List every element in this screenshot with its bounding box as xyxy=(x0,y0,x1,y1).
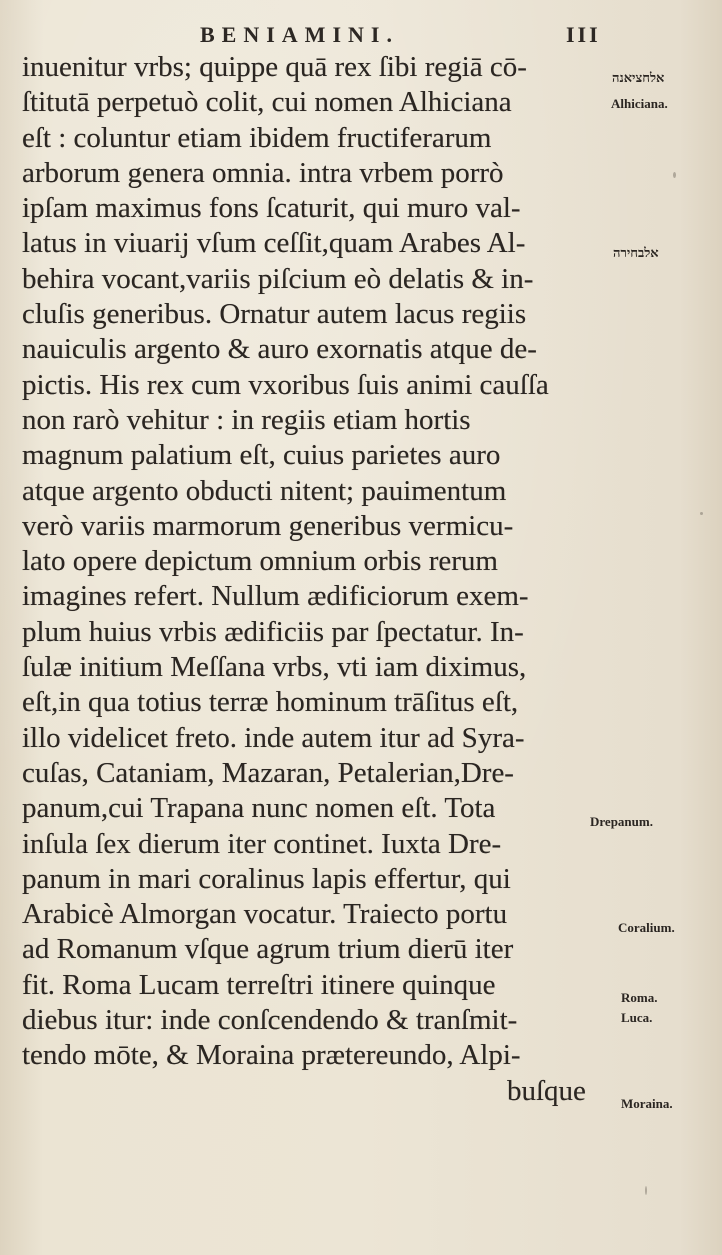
catchword: buſque xyxy=(507,1074,586,1107)
text-line: plum huius vrbis ædificiis par ſpectatur. In- xyxy=(22,615,524,648)
text-line: ſtitutā perpetuò colit, cui nomen Alhiciana xyxy=(22,86,512,119)
text-line: inuenitur vrbs; quippe quā rex ſibi regiā cō- xyxy=(22,51,527,83)
text-line: cluſis generibus. Ornatur autem lacus regiis xyxy=(22,298,527,331)
text-line: panum,cui Trapana nunc nomen eſt. Tota xyxy=(22,792,496,825)
margin-note-hebrew-albehira: אלבחירה xyxy=(613,245,659,260)
margin-note-moraina: Moraina. xyxy=(621,1096,673,1111)
text-line: cuſas, Cataniam, Mazaran, Petalerian,Dre- xyxy=(22,756,514,789)
text-line: arborum genera omnia. intra vrbem porrò xyxy=(22,156,504,189)
text-line: diebus itur: inde conſcendendo & tranſmit- xyxy=(22,1004,518,1037)
margin-note-coralium: Coralium. xyxy=(618,920,675,935)
ink-speck xyxy=(700,512,703,515)
main-text-block xyxy=(22,50,612,1109)
text-line: ipſam maximus fons ſcaturit, qui muro val- xyxy=(22,192,521,225)
ink-speck xyxy=(673,172,676,178)
text-line: ad Romanum vſque agrum trium dierū iter xyxy=(22,933,514,966)
margin-note-alhiciana: Alhiciana. xyxy=(611,96,668,111)
text-line: non rarò vehitur : in regiis etiam hortis xyxy=(22,403,471,436)
text-line: atque argento obducti nitent; pauimentum xyxy=(22,474,507,507)
text-line: behira vocant,variis piſcium eò delatis & in- xyxy=(22,262,534,295)
text-line: imagines refert. Nullum ædificiorum exem- xyxy=(22,580,529,613)
text-line: Arabicè Almorgan vocatur. Traiecto portu xyxy=(22,898,508,931)
text-line: nauiculis argento & auro exornatis atque de- xyxy=(22,333,537,366)
text-line: tendo mōte, & Moraina prætereundo, Alpi- xyxy=(22,1039,521,1072)
text-line: panum in mari coralinus lapis effertur, qui xyxy=(22,862,511,895)
text-line: ſulæ initium Meſſana vrbs, vti iam diximus, xyxy=(22,651,527,684)
running-title: BENIAMINI. xyxy=(200,22,399,47)
margin-note-roma: Roma. xyxy=(621,990,658,1005)
margin-note-drepanum: Drepanum. xyxy=(590,814,653,829)
text-line: eſt : coluntur etiam ibidem fructiferarum xyxy=(22,121,492,154)
text-line: eſt,in qua totius terræ hominum trāſitus eſt, xyxy=(22,686,519,719)
text-line: verò variis marmorum generibus vermicu- xyxy=(22,509,514,542)
text-line: pictis. His rex cum vxoribus ſuis animi cauſſa xyxy=(22,368,549,401)
text-line: magnum palatium eſt, cuius parietes auro xyxy=(22,439,501,472)
margin-note-hebrew-alhiciana: אלחציאנה xyxy=(612,70,665,85)
text-line: inſula ſex dierum iter continet. Iuxta Dre- xyxy=(22,827,502,860)
text-line: lato opere depictum omnium orbis rerum xyxy=(22,545,498,578)
margin-note-luca: Luca. xyxy=(621,1010,653,1025)
page-header xyxy=(0,20,722,50)
ink-speck xyxy=(645,1186,647,1195)
text-line: latus in viuarij vſum ceſſit,quam Arabes Al- xyxy=(22,227,526,260)
page-number: III xyxy=(566,22,601,47)
text-line: fit. Roma Lucam terreſtri itinere quinque xyxy=(22,968,496,1001)
text-line: illo videlicet freto. inde autem itur ad Syra- xyxy=(22,721,525,754)
